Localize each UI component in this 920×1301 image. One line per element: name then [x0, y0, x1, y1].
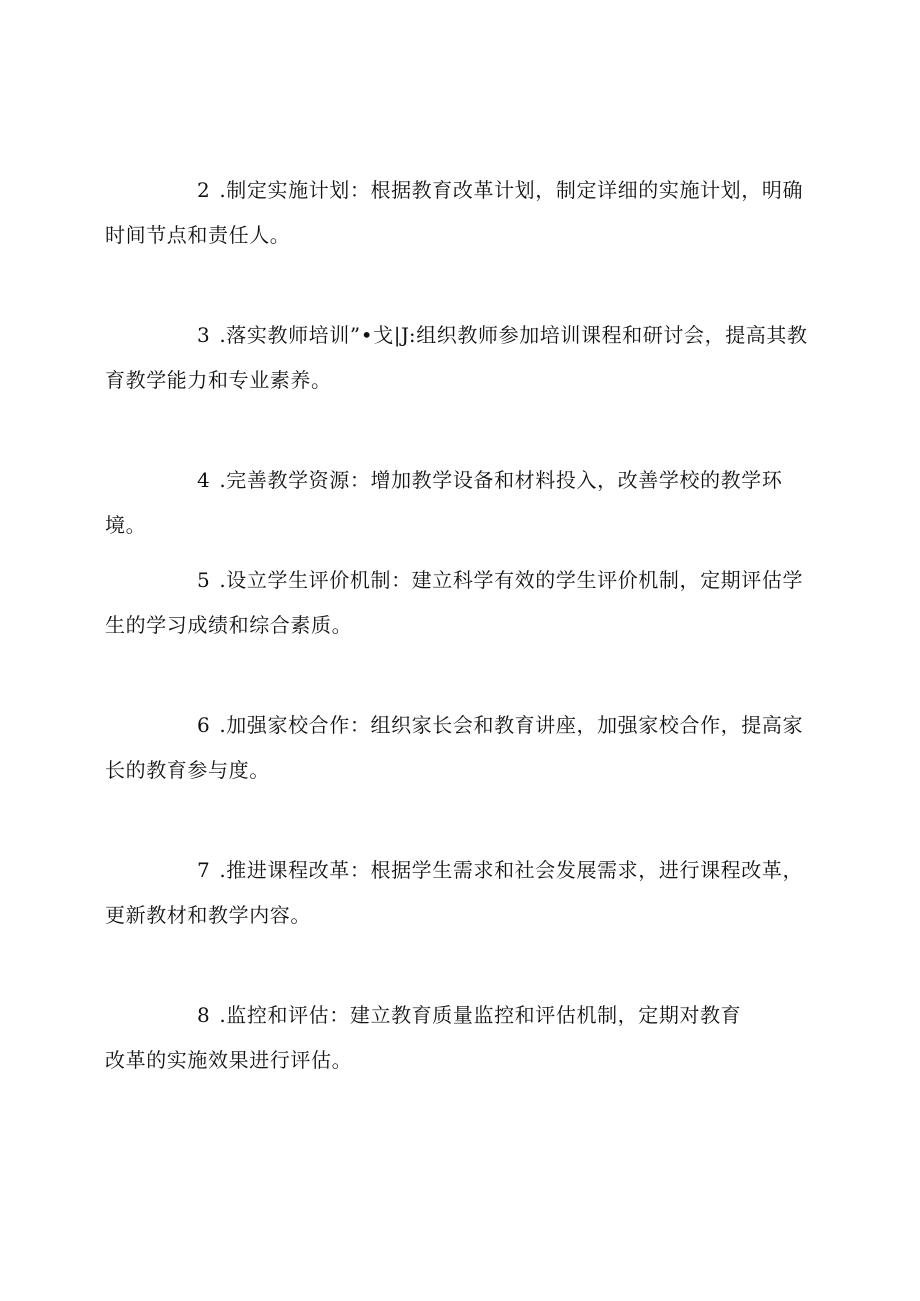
item-text: .制定实施计划：根据教育改革计划，制定详细的实施计划，明确时间节点和责任人。	[105, 178, 804, 247]
item-text: .加强家校合作：组织家长会和教育讲座，加强家校合作，提高家长的教育参与度。	[105, 713, 804, 782]
item-number: 2	[197, 178, 211, 202]
item-text: .落实教师培训”•戈|J:组织教师参加培训课程和研讨会，提高其教育教学能力和专业素养。	[105, 323, 808, 392]
list-item-8	[105, 993, 745, 1083]
item-number: 6	[197, 713, 211, 737]
list-item-2	[105, 168, 815, 258]
list-item-6	[105, 703, 815, 793]
item-text: .推进课程改革：根据学生需求和社会发展需求，进行课程改革，更新教材和教学内容。	[105, 858, 804, 927]
list-item-5	[105, 558, 815, 648]
item-number: 7	[197, 858, 211, 882]
item-text: .设立学生评价机制：建立科学有效的学生评价机制，定期评估学生的学习成绩和综合素质。	[105, 568, 804, 637]
list-item-4	[105, 458, 815, 548]
item-text: .完善教学资源：增加教学设备和材料投入，改善学校的教学环境。	[105, 468, 783, 537]
item-text: .监控和评估：建立教育质量监控和评估机制，定期对教育改革的实施效果进行评估。	[105, 1003, 742, 1072]
item-number: 8	[197, 1003, 211, 1027]
list-item-3	[105, 313, 815, 403]
item-number: 5	[197, 568, 211, 592]
item-number: 4	[197, 468, 211, 492]
list-item-7	[105, 848, 815, 938]
item-number: 3	[197, 323, 211, 347]
